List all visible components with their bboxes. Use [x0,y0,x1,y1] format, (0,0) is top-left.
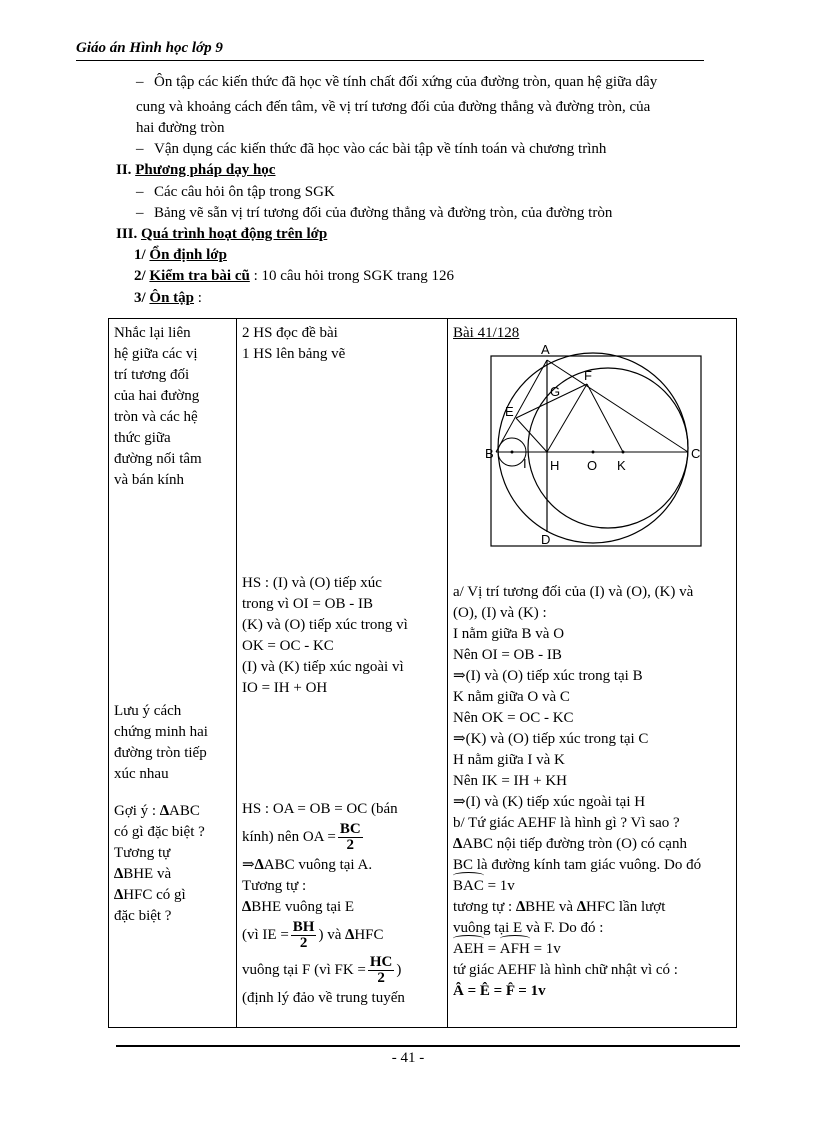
objective-line-4: – Vận dụng các kiến thức đã học vào các bài tập về tính toán và chương trình [136,141,607,157]
objective-line-3: hai đường tròn [136,120,225,136]
svg-text:F: F [584,368,592,383]
section-2-item-1: – Các câu hỏi ôn tập trong SGK [136,184,335,200]
page-number: - 41 - [391,1050,425,1066]
content-column: Bài 41/128 A B C D E F G H I O K a/ Vị trí tương đối của (I) và (O), (K) và (O), (I) và (K) : I nằm giữa B và O Nên OI = OB - IB ⇒(I) và (O) tiếp xúc trong tại B K nằm giữa O và C Nên OK = OC - KC ⇒(K) và (O) tiếp xúc trong tại C H nằm giữa I và K Nên IK = IH + KH ⇒(I) và (K) tiếp xúc ngoài tại H b/ Tứ giác AEHF là hình gì ? Vì sao ? ∆ABC nội tiếp đường tròn (O) có cạnh BC là đường kính tam giác vuông. Do đó BAC = 1v tương tự : ∆BHE và ∆HFC lần lượt vuông tại E và F. Do đó : AEH = AFH = 1v tứ giác AEHF là hình chữ nhật vì có : Â = Ê = F̂ = 1v [448,319,737,1028]
lesson-table [108,318,737,1028]
svg-text:B: B [485,446,494,461]
teacher-column: Nhắc lại liên hệ giữa các vị trí tương đối của hai đường tròn và các hệ thức giữa đường nối tâm và bán kính Lưu ý cách chứng minh hai đường tròn tiếp xúc nhau Gợi ý : ∆ABC có gì đặc biệt ? Tương tự ∆BHE và ∆HFC có gì đặc biệt ? [109,319,237,1028]
header-rule [76,60,704,61]
svg-text:G: G [550,384,561,399]
section-3-heading: III. Quá trình hoạt động trên lớp [116,226,328,242]
objective-line-2: cung và khoảng cách đến tâm, về vị trí tương đối của đường thẳng và đường tròn, của [136,99,651,115]
svg-text:O: O [587,458,598,473]
section-2-heading: II. Phương pháp dạy học [116,162,276,178]
student-column: 2 HS đọc đề bài 1 HS lên bảng vẽ HS : (I) và (O) tiếp xúc trong vì OI = OB - IB (K) và (O) tiếp xúc trong vì OK = OC - KC (I) và (K) tiếp xúc ngoài vì IO = IH + OH HS : OA = OB = OC (bán kính) nên OA = $\frac{BC}{2}$ ⇒∆ABC vuông tại A. Tương tự : ∆BHE vuông tại E (vì IE = $\frac{BH}{2}$ ) và ∆HFC vuông tại F (vì FK = $\frac{HC}{2}$ ) (định lý đảo về trung tuyến [237,319,448,1028]
objective-line-1: – Ôn tập các kiến thức đã học về tính chất đối xứng của đường tròn, quan hệ giữa dây [136,74,658,90]
geometry-figure [485,342,721,547]
svg-text:C: C [691,446,701,461]
svg-text:E: E [505,404,514,419]
svg-text:A: A [541,342,550,357]
svg-text:I: I [523,456,527,471]
footer-rule [116,1045,740,1047]
section-2-item-2: – Bảng vẽ sẵn vị trí tương đối của đường thẳng và đường tròn, của đường tròn [136,205,613,221]
step-1: 1/ Ổn định lớp [134,247,227,263]
svg-text:K: K [617,458,626,473]
svg-text:D: D [541,532,551,547]
exercise-title: Bài 41/128 [453,325,520,341]
step-2: 2/ Kiểm tra bài cũ : 10 câu hỏi trong SGK trang 126 [134,268,454,284]
page-header-title: Giáo án Hình học lớp 9 [76,40,223,56]
step-3: 3/ Ôn tập : [134,290,202,306]
svg-text:H: H [550,458,560,473]
